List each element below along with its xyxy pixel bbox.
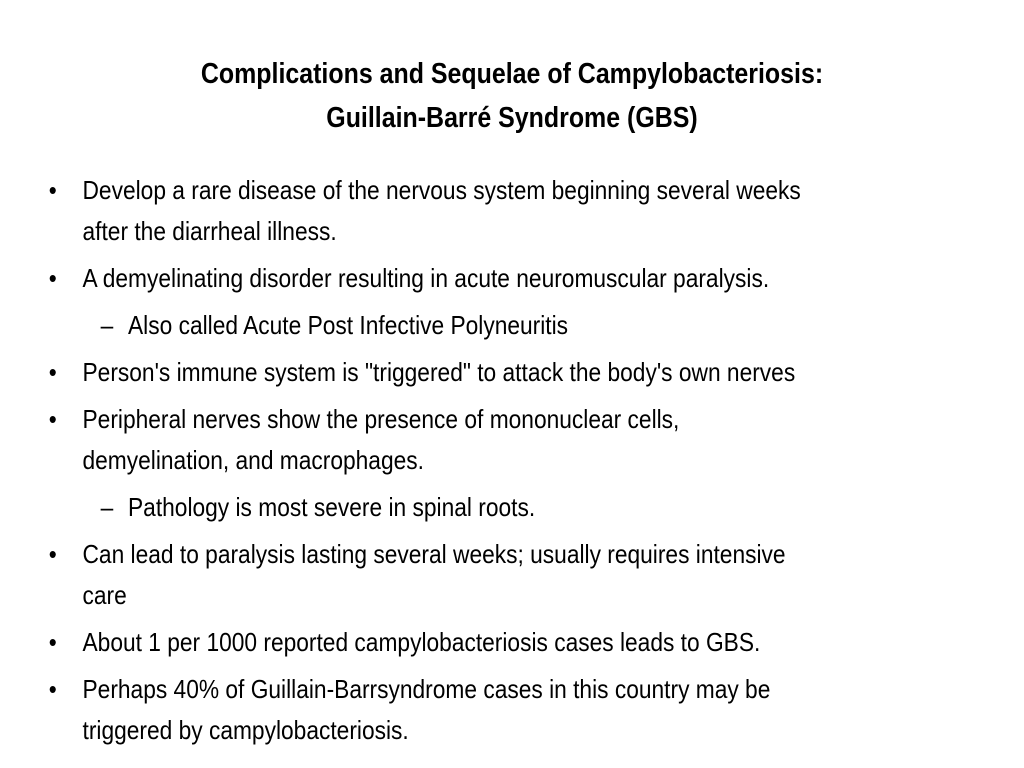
sub-bullet-item — [44, 305, 902, 346]
bullet-marker: • — [48, 539, 57, 569]
bullet-marker: • — [48, 627, 57, 657]
bullet-text: demyelination, and macrophages. — [82, 445, 424, 475]
slide-title — [123, 52, 900, 140]
bullet-marker: • — [48, 404, 57, 434]
slide-title-line: Guillain-Barré Syndrome (GBS) — [326, 102, 698, 134]
dash-marker: – — [100, 310, 114, 340]
bullet-text: Person's immune system is "triggered" to attack the body's own nerves — [82, 357, 796, 387]
bullet-marker: • — [48, 674, 57, 704]
sub-bullet-text: Also called Acute Post Infective Polyneuritis — [128, 310, 569, 340]
bullet-text: Develop a rare disease of the nervous system beginning several weeks — [82, 175, 801, 205]
bullet-list — [44, 170, 902, 757]
bullet-item — [44, 170, 902, 252]
bullet-text: care — [82, 580, 127, 610]
bullet-text: Peripheral nerves show the presence of mononuclear cells, — [82, 404, 680, 434]
bullet-text: About 1 per 1000 reported campylobacteriosis cases leads to GBS. — [82, 627, 761, 657]
slide-title-line: Complications and Sequelae of Campylobacteriosis: — [200, 58, 824, 90]
bullet-marker: • — [48, 263, 57, 293]
bullet-item — [44, 622, 902, 663]
bullet-item — [44, 352, 902, 393]
bullet-item — [44, 669, 902, 751]
bullet-item — [44, 258, 902, 299]
bullet-item — [44, 399, 902, 481]
bullet-marker: • — [48, 357, 57, 387]
sub-bullet-item — [44, 487, 902, 528]
bullet-text: after the diarrheal illness. — [82, 216, 337, 246]
bullet-text: Perhaps 40% of Guillain-Barrsyndrome cases in this country may be — [82, 674, 771, 704]
bullet-text: triggered by campylobacteriosis. — [82, 715, 409, 745]
bullet-item — [44, 534, 902, 616]
bullet-text: Can lead to paralysis lasting several weeks; usually requires intensive — [82, 539, 786, 569]
bullet-text: A demyelinating disorder resulting in acute neuromuscular paralysis. — [82, 263, 770, 293]
sub-bullet-text: Pathology is most severe in spinal roots. — [128, 492, 536, 522]
bullet-marker: • — [48, 175, 57, 205]
dash-marker: – — [100, 492, 114, 522]
